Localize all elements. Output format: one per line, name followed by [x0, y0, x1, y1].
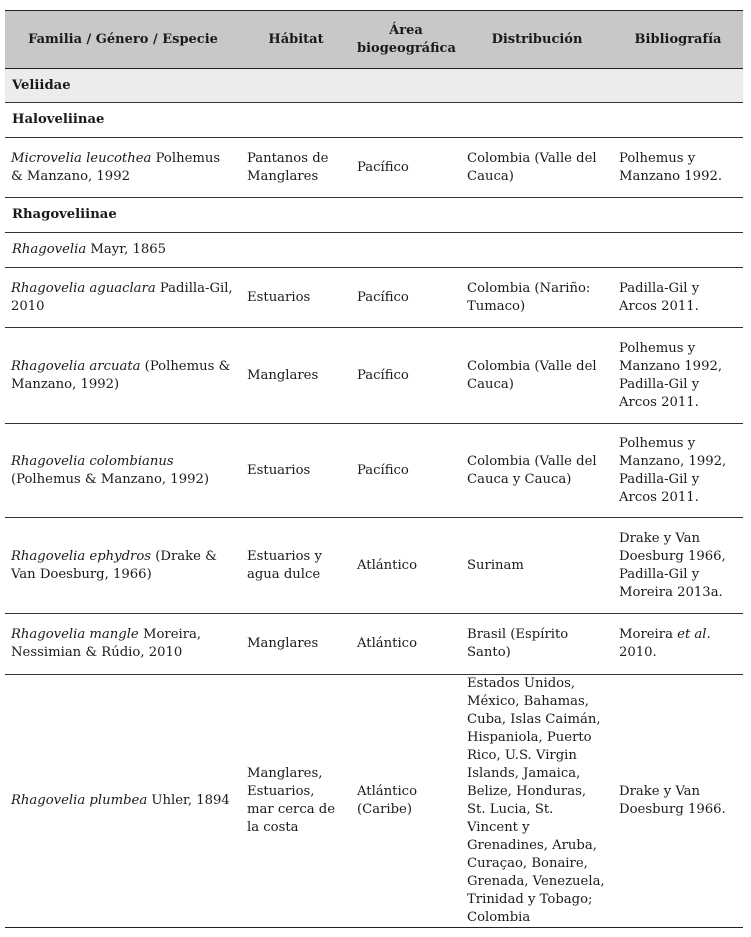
- table-row: [5, 424, 743, 518]
- subfamily-row: [5, 198, 743, 233]
- header-habitat: Hábitat: [241, 11, 351, 69]
- subfamily-label: Haloveliinae: [5, 103, 743, 138]
- species-author: (Polhemus & Manzano, 1992): [11, 471, 210, 487]
- distribution-cell: Surinam: [461, 518, 613, 614]
- table-row: [5, 614, 743, 675]
- bibliography-cell: Drake y Van Doesburg 1966.: [613, 675, 743, 928]
- area-cell: Pacífico: [351, 424, 461, 518]
- bibliography-cell: Polhemus y Manzano 1992.: [613, 138, 743, 198]
- bib-et-al: et al.: [677, 627, 711, 642]
- species-cell: [5, 328, 241, 424]
- area-cell: Pacífico: [351, 138, 461, 198]
- distribution-cell: Colombia (Valle del Cauca): [461, 328, 613, 424]
- header-row: [5, 11, 743, 69]
- species-cell: [5, 675, 241, 928]
- table-row: [5, 138, 743, 198]
- family-row: [5, 69, 743, 103]
- distribution-cell: Brasil (Espírito Santo): [461, 614, 613, 675]
- header-bibliography: Bibliografía: [613, 11, 743, 69]
- species-name: Rhagovelia aguaclara: [11, 280, 156, 296]
- bibliography-cell: Polhemus y Manzano, 1992, Padilla-Gil y Arcos 2011.: [613, 424, 743, 518]
- species-author: Moreira, Nessimian & Rúdio, 2010: [11, 627, 202, 660]
- bib-text: Moreira: [619, 627, 678, 642]
- species-cell: [5, 518, 241, 614]
- area-cell: Atlántico: [351, 614, 461, 675]
- area-cell: Pacífico: [351, 268, 461, 328]
- header-species: Familia / Género / Especie: [5, 11, 241, 69]
- habitat-cell: Estuarios: [241, 268, 351, 328]
- header-distribution: Distribución: [461, 11, 613, 69]
- subfamily-label: Rhagoveliinae: [5, 198, 743, 233]
- genus-cell: [5, 233, 743, 268]
- table-row: [5, 268, 743, 328]
- distribution-cell: Colombia (Valle del Cauca): [461, 138, 613, 198]
- distribution-cell: Colombia (Nariño: Tumaco): [461, 268, 613, 328]
- species-name: Rhagovelia ephydros: [11, 548, 152, 564]
- bib-year: 2010.: [619, 645, 657, 660]
- subfamily-row: [5, 103, 743, 138]
- genus-author: Mayr, 1865: [86, 242, 167, 257]
- header-area: Área biogeográfica: [351, 11, 461, 69]
- genus-row: [5, 233, 743, 268]
- species-cell: [5, 138, 241, 198]
- species-name: Rhagovelia arcuata: [11, 358, 141, 374]
- species-author: (Drake & Van Doesburg, 1966): [11, 548, 217, 582]
- species-name: Rhagovelia plumbea: [11, 793, 148, 808]
- bibliography-cell: Padilla-Gil y Arcos 2011.: [613, 268, 743, 328]
- species-author: Uhler, 1894: [147, 793, 230, 808]
- habitat-cell: Manglares, Estuarios, mar cerca de la costa: [241, 675, 351, 928]
- species-name: Microvelia leucothea: [11, 150, 152, 166]
- area-cell: Atlántico (Caribe): [351, 675, 461, 928]
- table-row: [5, 675, 743, 928]
- bibliography-cell: Drake y Van Doesburg 1966, Padilla-Gil y Moreira 2013a.: [613, 518, 743, 614]
- habitat-cell: Manglares: [241, 614, 351, 675]
- area-cell: Pacífico: [351, 328, 461, 424]
- species-author: Polhemus & Manzano, 1992: [11, 150, 221, 184]
- species-cell: [5, 268, 241, 328]
- bibliography-cell: [613, 614, 743, 675]
- species-cell: [5, 614, 241, 675]
- species-author: Padilla-Gil, 2010: [11, 280, 233, 314]
- bibliography-cell: Polhemus y Manzano 1992, Padilla-Gil y Arcos 2011.: [613, 328, 743, 424]
- species-table: [5, 10, 743, 928]
- species-cell: [5, 424, 241, 518]
- species-author: (Polhemus & Manzano, 1992): [11, 358, 231, 392]
- area-cell: Atlántico: [351, 518, 461, 614]
- habitat-cell: Pantanos de Manglares: [241, 138, 351, 198]
- table-row: [5, 518, 743, 614]
- genus-name: Rhagovelia: [12, 242, 87, 257]
- species-name: Rhagovelia colombianus: [11, 453, 174, 469]
- habitat-cell: Estuarios: [241, 424, 351, 518]
- table-row: [5, 328, 743, 424]
- distribution-cell: Colombia (Valle del Cauca y Cauca): [461, 424, 613, 518]
- habitat-cell: Estuarios y agua dulce: [241, 518, 351, 614]
- family-label: Veliidae: [5, 69, 743, 103]
- distribution-cell: Estados Unidos, México, Bahamas, Cuba, Islas Caimán, Hispaniola, Puerto Rico, U.S. Virgin Islands, Jamaica, Belize, Honduras, St. Lucia, St. Vincent y Grenadines, Aruba, Curaçao, Bonaire, Grenada, Venezuela, Trinidad y Tobago; Colombia: [461, 675, 613, 928]
- species-name: Rhagovelia mangle: [11, 627, 139, 642]
- habitat-cell: Manglares: [241, 328, 351, 424]
